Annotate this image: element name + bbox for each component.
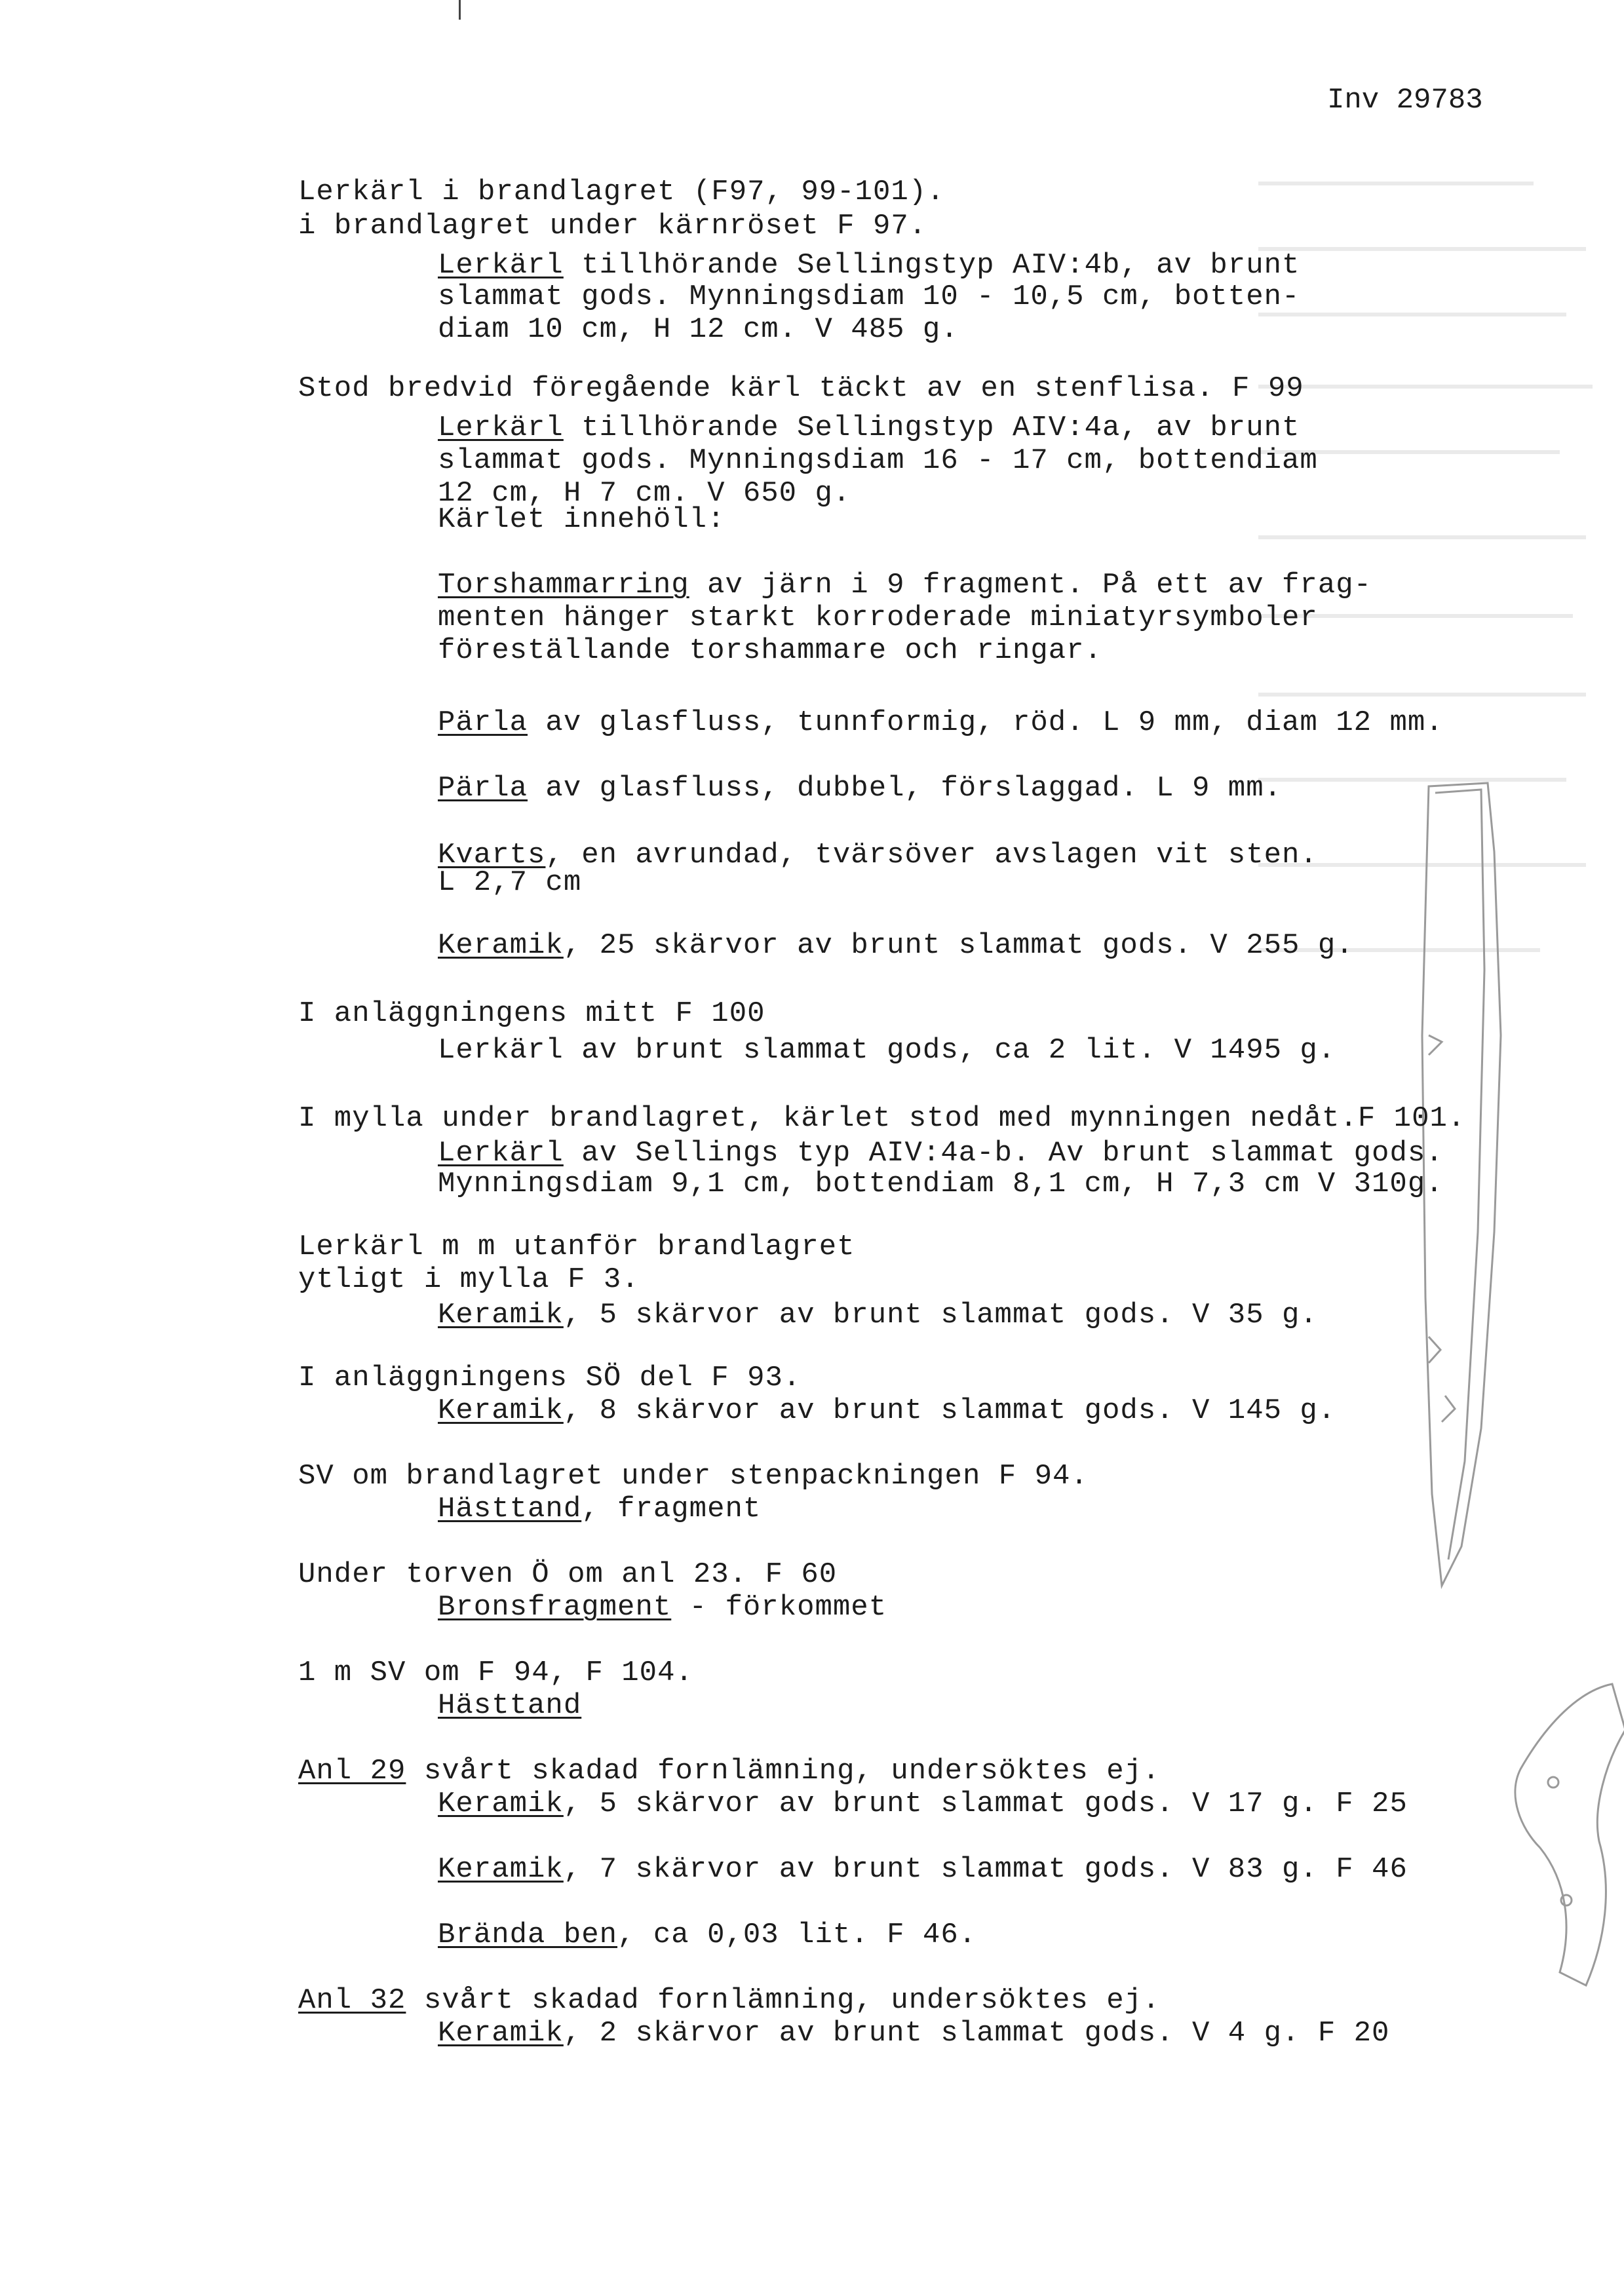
text-line: Lerkärl av brunt slammat gods, ca 2 lit. V 1495 g. xyxy=(438,1034,1336,1067)
text-line: Stod bredvid föregående kärl täckt av en stenflisa. F 99 xyxy=(298,372,1304,405)
entry-line: Lerkärl tillhörande Sellingstyp AIV:4b, av brunt xyxy=(438,249,1300,282)
entry-line: Keramik, 2 skärvor av brunt slammat gods. V 4 g. F 20 xyxy=(438,2017,1390,2050)
item-term: Brända ben xyxy=(438,1919,618,1951)
entry-line: Torshammarring av järn i 9 fragment. På ett av frag- xyxy=(438,569,1372,602)
item-term: Torshammarring xyxy=(438,569,689,602)
entry-line: Keramik, 7 skärvor av brunt slammat gods. V 83 g. F 46 xyxy=(438,1853,1408,1886)
entry-line: Keramik, 5 skärvor av brunt slammat gods. V 35 g. xyxy=(438,1299,1318,1331)
text-line: SV om brandlagret under stenpackningen F 94. xyxy=(298,1460,1089,1493)
item-term: Pärla xyxy=(438,706,528,739)
item-term: Keramik xyxy=(438,1299,564,1331)
text-line: slammat gods. Mynningsdiam 16 - 17 cm, bottendiam xyxy=(438,444,1318,477)
item-term: Lerkärl xyxy=(438,411,564,444)
item-term: Keramik xyxy=(438,929,564,962)
entry-line: Brända ben, ca 0,03 lit. F 46. xyxy=(438,1919,977,1951)
entry-line: Keramik, 5 skärvor av brunt slammat gods. V 17 g. F 25 xyxy=(438,1788,1408,1820)
text-line: I anläggningens SÖ del F 93. xyxy=(298,1362,802,1394)
inventory-number: Inv 29783 xyxy=(1327,84,1483,117)
text-line: I mylla under brandlagret, kärlet stod med mynningen nedåt.F 101. xyxy=(298,1102,1466,1135)
item-term: Hästtand xyxy=(438,1493,582,1525)
heading-lerkarl-brandlagret: Lerkärl i brandlagret (F97, 99-101). xyxy=(298,176,945,208)
entry-line: Anl 32 svårt skadad fornlämning, undersöktes ej. xyxy=(298,1984,1161,2017)
entry-line: Bronsfragment - förkommet xyxy=(438,1591,887,1624)
entry-line: Lerkärl av Sellings typ AIV:4a-b. Av brunt slammat gods. xyxy=(438,1137,1444,1170)
text-line: menten hänger starkt korroderade miniatyrsymboler xyxy=(438,602,1318,634)
anl-label: Anl 29 xyxy=(298,1755,406,1788)
text-line: Lerkärl m m utanför brandlagret xyxy=(298,1231,855,1263)
item-term: Keramik xyxy=(438,2017,564,2050)
item-term: Keramik xyxy=(438,1788,564,1820)
text-line: ytligt i mylla F 3. xyxy=(298,1263,640,1296)
entry-line: Lerkärl tillhörande Sellingstyp AIV:4a, av brunt xyxy=(438,411,1300,444)
text-line: 12 cm, H 7 cm. V 650 g. xyxy=(438,477,851,510)
text-line: L 2,7 cm xyxy=(438,866,582,899)
item-term: Keramik xyxy=(438,1394,564,1427)
anl-label: Anl 32 xyxy=(298,1984,406,2017)
artifact-sketch-drawing xyxy=(1416,773,1624,2018)
text-line: i brandlagret under kärnröset F 97. xyxy=(298,210,927,242)
entry-line: Keramik, 8 skärvor av brunt slammat gods. V 145 g. xyxy=(438,1394,1336,1427)
item-term: Pärla xyxy=(438,772,528,805)
entry-line xyxy=(438,1689,581,1722)
text-line: 1 m SV om F 94, F 104. xyxy=(298,1656,693,1689)
text-line: I anläggningens mitt F 100 xyxy=(298,997,765,1030)
text-line: Mynningsdiam 9,1 cm, bottendiam 8,1 cm, H 7,3 cm V 310g. xyxy=(438,1168,1444,1200)
scan-mark xyxy=(459,0,461,20)
item-term: Kvarts xyxy=(438,839,546,871)
text-line: Under torven Ö om anl 23. F 60 xyxy=(298,1558,838,1591)
item-term: Hästtand xyxy=(438,1689,582,1722)
entry-line: Keramik, 25 skärvor av brunt slammat gods. V 255 g. xyxy=(438,929,1354,962)
item-term: Lerkärl xyxy=(438,249,564,282)
text-line: diam 10 cm, H 12 cm. V 485 g. xyxy=(438,313,959,346)
item-term: Keramik xyxy=(438,1853,564,1886)
text-line: föreställande torshammare och ringar. xyxy=(438,634,1102,667)
entry-line: Kvarts, en avrundad, tvärsöver avslagen vit sten. xyxy=(438,839,1318,871)
entry-line: Pärla av glasfluss, tunnformig, röd. L 9 mm, diam 12 mm. xyxy=(438,706,1444,739)
item-term: Lerkärl xyxy=(438,1137,564,1170)
entry-line: Anl 29 svårt skadad fornlämning, undersöktes ej. xyxy=(298,1755,1161,1788)
text-line: slammat gods. Mynningsdiam 10 - 10,5 cm, botten- xyxy=(438,280,1300,313)
item-term: Bronsfragment xyxy=(438,1591,672,1624)
entry-line: Hästtand, fragment xyxy=(438,1493,762,1525)
entry-line: Pärla av glasfluss, dubbel, förslaggad. L 9 mm. xyxy=(438,772,1283,805)
text-line: Kärlet innehöll: xyxy=(438,503,725,536)
